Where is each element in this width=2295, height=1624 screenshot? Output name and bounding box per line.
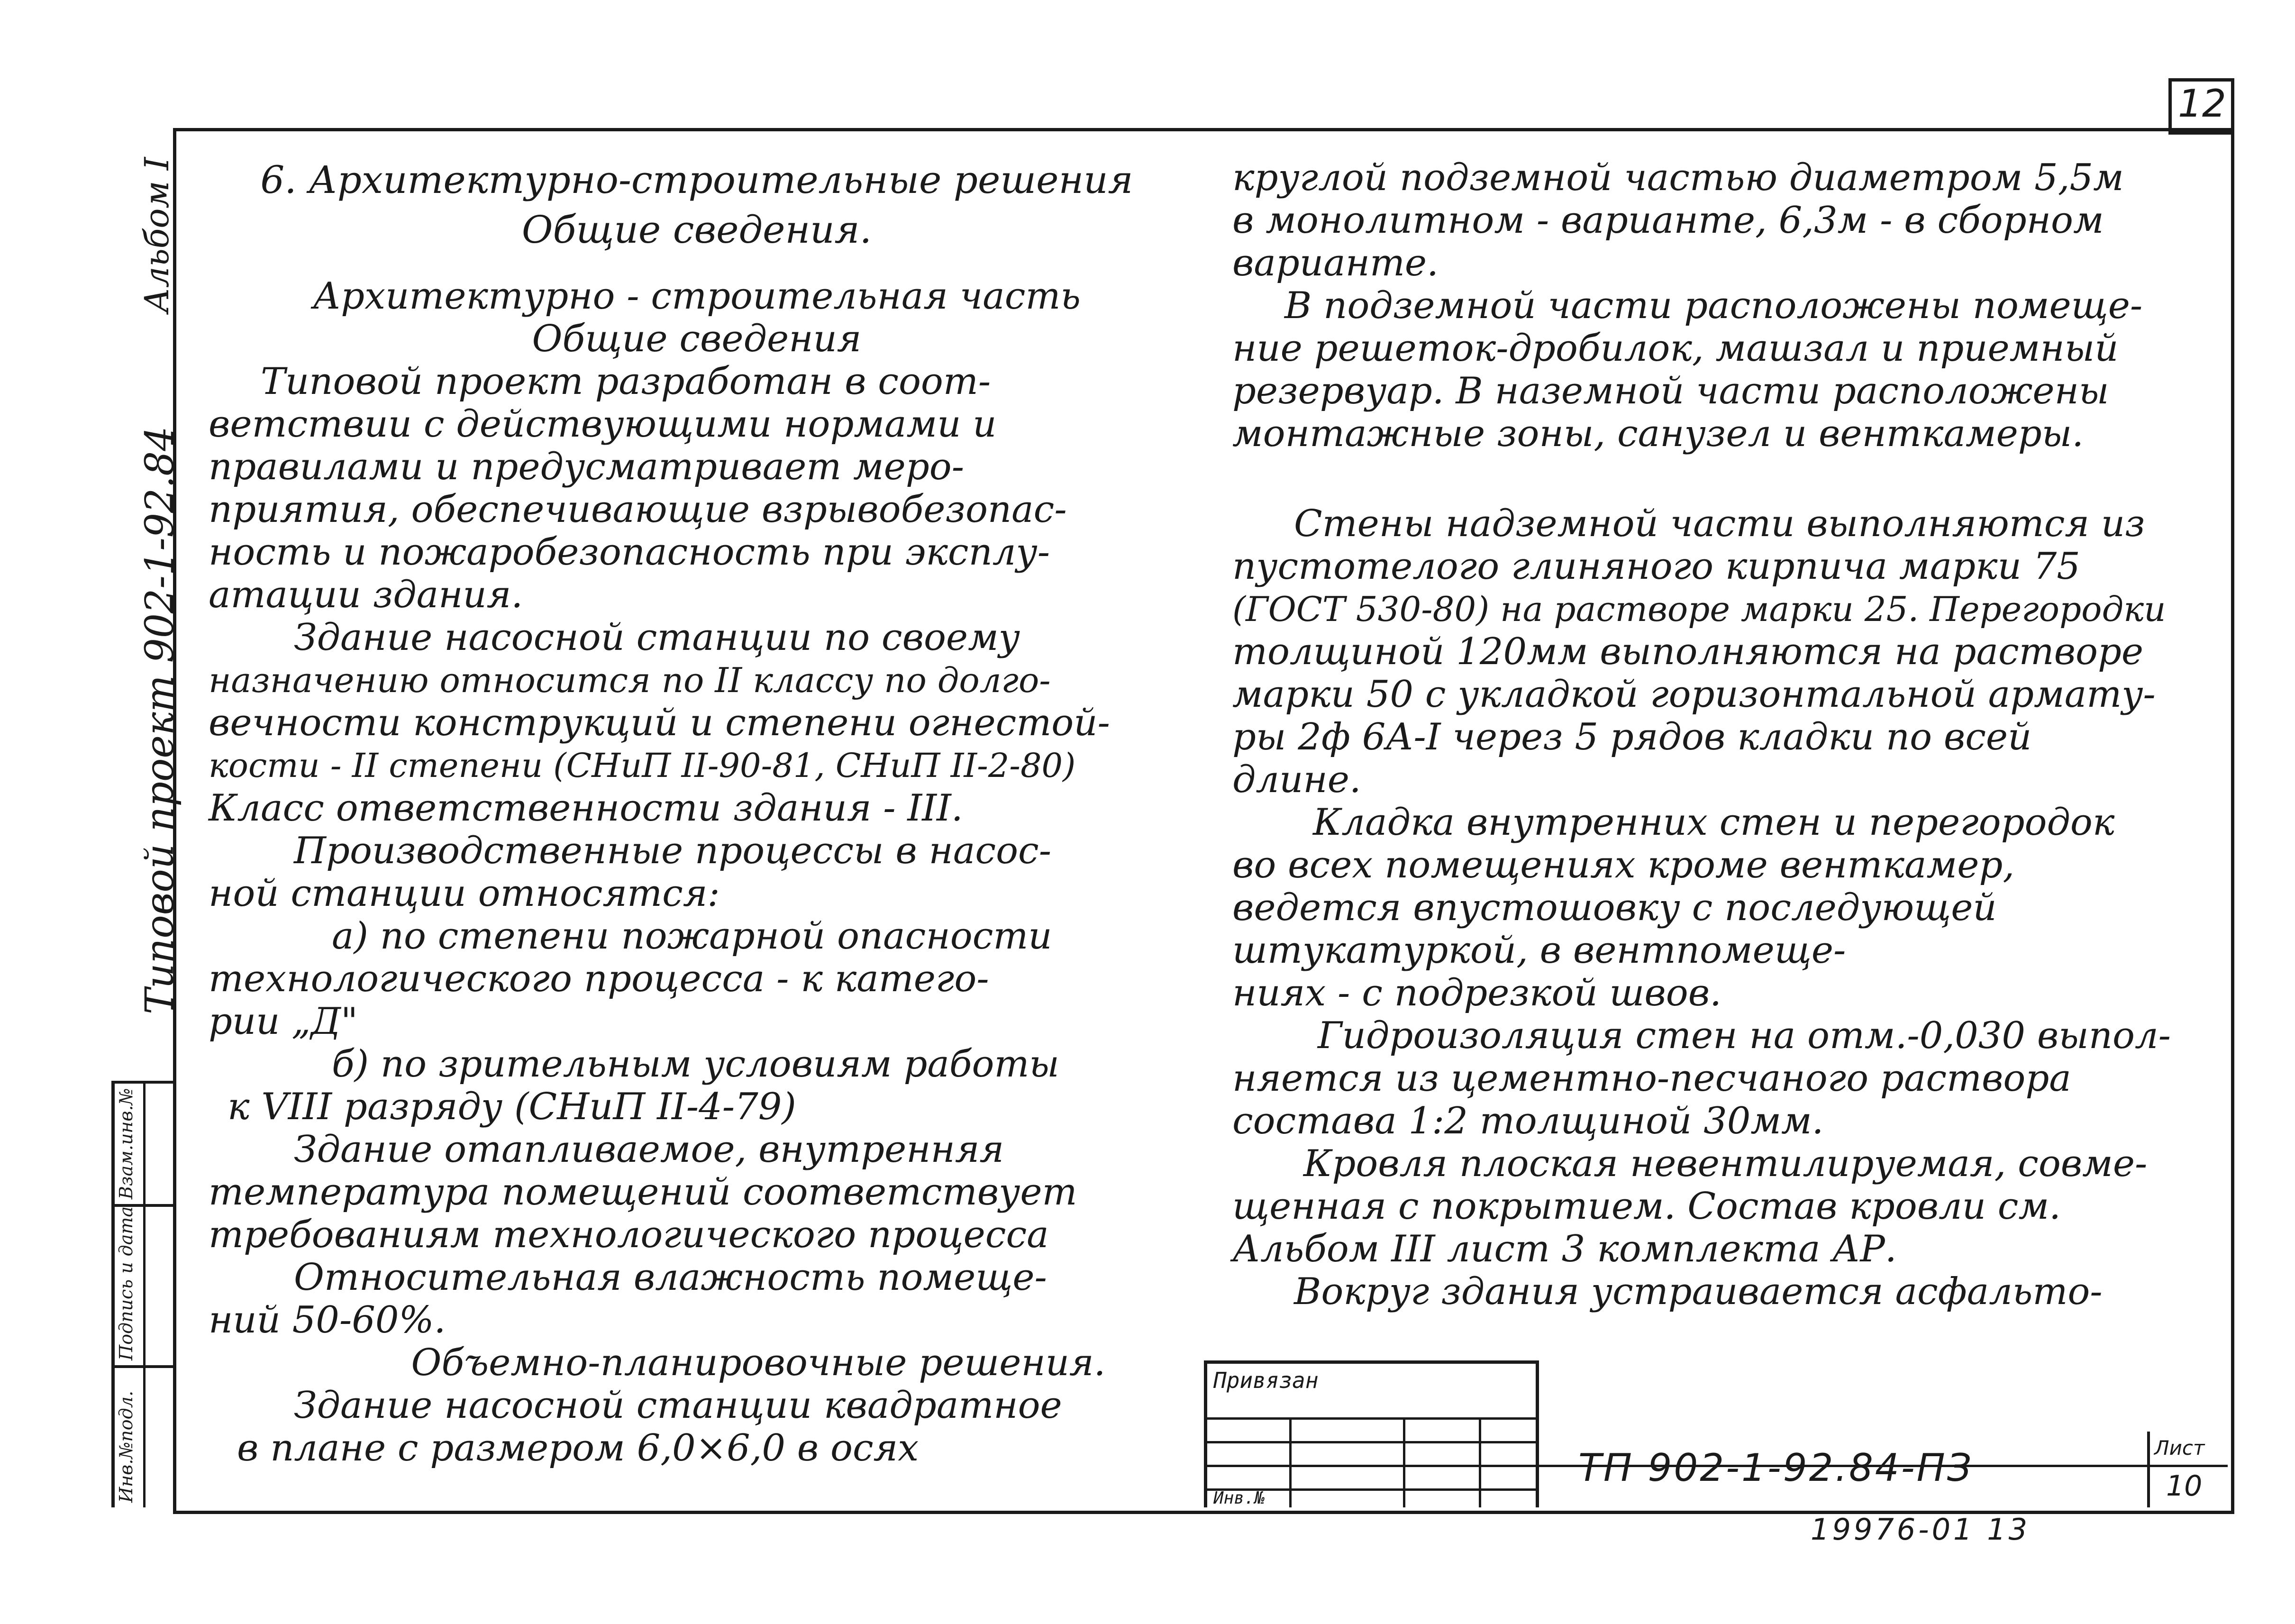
text-line: назначению относится по II классу по долго- (209, 660, 1051, 700)
text-line: Кладка внутренних стен и перегородок (1313, 801, 2115, 844)
text-line: Типовой проект разработан в соот- (261, 360, 991, 403)
stamp-row-1 (1204, 1417, 1536, 1420)
right-column (1232, 156, 2204, 1313)
text-line: резервуар. В наземной части расположены (1232, 370, 2109, 412)
text-line: Производственные процессы в насос- (294, 830, 1052, 872)
text-line: правилами и предусматривает меро- (209, 446, 965, 488)
document-code: ТП 902-1-92.84-ПЗ (1578, 1446, 1974, 1490)
side-strip-box-3: Взам.инв.№ (116, 1088, 137, 1199)
text-line: Альбом III лист 3 комплекта АР. (1232, 1228, 1897, 1270)
text-line: вечности конструкций и степени огнестой- (209, 702, 1110, 744)
text-line: в монолитном - варианте, 6,3м - в сборном (1232, 199, 2104, 242)
side-strip-inner (143, 1081, 146, 1507)
text-line: приятия, обеспечивающие взрывобезопас- (209, 488, 1067, 531)
left-column (209, 156, 1185, 1469)
text-line: ние решеток-дробилок, машзал и приемный (1232, 327, 2119, 370)
text-line: толщиной 120мм выполняются на растворе (1232, 630, 2144, 673)
part-subtitle: Общие сведения (532, 318, 862, 360)
text-line: длине. (1232, 758, 1361, 801)
text-line: Вокруг здания устраивается асфальто- (1294, 1270, 2103, 1313)
text-line: температура помещений соответствует (209, 1171, 1077, 1213)
stamp-sheet-divider (2147, 1432, 2150, 1507)
stamp-sheet-rule (2147, 1465, 2228, 1467)
text-line: Стены надземной части выполняются из (1294, 502, 2145, 545)
footer-code: 19976-01 13 (1811, 1512, 2031, 1547)
text-line: няется из цементно-песчаного раствора (1232, 1057, 2071, 1100)
text-line: во всех помещениях кроме венткамер, (1232, 844, 2015, 886)
text-line: ветствии с действующими нормами и (209, 403, 997, 446)
text-line: ность и пожаробезопасность при эксплу- (209, 531, 1050, 574)
text-line: Здание насосной станции по своему (294, 616, 1020, 659)
part-title: Архитектурно - строительная часть (313, 275, 1081, 318)
side-strip-project: Типовой проект 902-1-92.84 (137, 426, 182, 1014)
text-line: Класс ответственности здания - III. (209, 787, 963, 830)
text-line: состава 1:2 толщиной 30мм. (1232, 1100, 1824, 1142)
stamp-privyazan: Привязан (1213, 1368, 1319, 1393)
text-line: технологического процесса - к катего- (209, 958, 989, 1000)
corner-sheet-number: 12 (2178, 82, 2226, 126)
spacer (209, 256, 1185, 275)
text-line: штукатуркой, в вентпомеще- (1232, 929, 1846, 972)
text-line: В подземной части расположены помеще- (1284, 284, 2143, 327)
text-line: б) по зрительным условиям работы (332, 1043, 1059, 1086)
section-subheading: Общие сведения. (521, 208, 872, 252)
stamp-right (1536, 1360, 1539, 1507)
text-line: требованиям технологического процесса (209, 1213, 1049, 1256)
text-line: кости - II степени (СНиП II-90-81, СНиП II-2-80) (209, 746, 1076, 785)
text-line: марки 50 с укладкой горизонтальной армату- (1232, 673, 2156, 716)
text-line: Здание насосной станции квадратное (294, 1384, 1062, 1427)
sheet-number: 10 (2166, 1469, 2203, 1503)
text-line (1232, 455, 2204, 502)
stamp-inv-no: Инв.№ (1213, 1488, 1265, 1508)
text-line: атации здания. (209, 574, 523, 616)
text-line: Кровля плоская невентилируемая, совме- (1303, 1142, 2148, 1185)
stamp-col-1 (1289, 1417, 1292, 1507)
side-strip-album: Альбом I (137, 157, 176, 313)
stamp-row-2 (1204, 1441, 1536, 1443)
text-line: ры 2ф 6А-I через 5 рядов кладки по всей (1232, 716, 2032, 758)
text-line: Относительная влажность помеще- (294, 1256, 1047, 1299)
stamp-col-2 (1403, 1417, 1405, 1507)
text-line: к VIII разряду (СНиП II-4-79) (228, 1086, 796, 1128)
text-line: щенная с покрытием. Состав кровли см. (1232, 1185, 2061, 1228)
stamp-top (1204, 1360, 1536, 1364)
text-line: а) по степени пожарной опасности (332, 915, 1052, 958)
text-line: монтажные зоны, санузел и венткамеры. (1232, 412, 2084, 455)
side-strip-box-2: Подпись и дата (116, 1206, 137, 1360)
stamp-left (1204, 1360, 1207, 1507)
text-line: Здание отапливаемое, внутренняя (294, 1128, 1004, 1171)
text-line: ведется впустошовку с последующей (1232, 886, 1997, 929)
text-line: круглой подземной частью диаметром 5,5м (1232, 156, 2124, 199)
text-line: ний 50-60%. (209, 1299, 446, 1341)
text-line: пустотелого глиняного кирпича марки 75 (1232, 545, 2080, 588)
stamp-col-3 (1479, 1417, 1481, 1507)
side-strip-divider (111, 1081, 115, 1507)
text-line: Гидроизоляция стен на отм.-0,030 выпол- (1318, 1014, 2171, 1057)
text-line: ниях - с подрезкой швов. (1232, 972, 1721, 1014)
sheet-label: Лист (2154, 1436, 2205, 1460)
text-line: варианте. (1232, 242, 1439, 284)
text-line: рии „Д" (209, 1000, 358, 1043)
text-line: в плане с размером 6,0×6,0 в осях (237, 1427, 919, 1469)
text-line: Объемно-планировочные решения. (411, 1341, 1106, 1384)
section-heading: 6. Архитектурно-строительные решения (260, 158, 1133, 202)
side-strip-box-1: Инв.№подл. (116, 1390, 137, 1503)
text-line: (ГОСТ 530-80) на растворе марки 25. Перегородки (1232, 589, 2166, 629)
text-line: ной станции относятся: (209, 872, 720, 915)
